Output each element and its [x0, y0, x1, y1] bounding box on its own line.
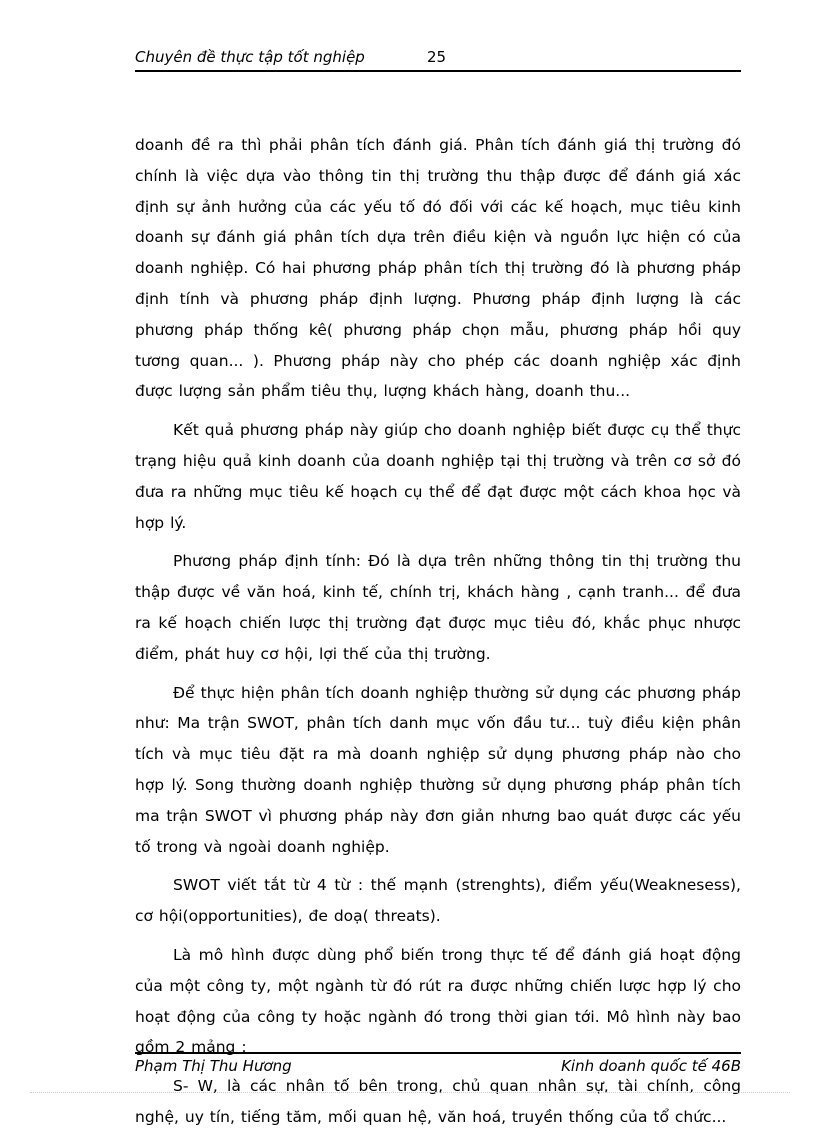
document-title: Chuyên đề thực tập tốt nghiệp	[135, 48, 365, 66]
document-body	[135, 130, 741, 1133]
paragraph-7: S- W, là các nhân tố bên trong, chủ quan nhân sự, tài chính, công nghệ, uy tín, tiếng tăm, mối quan hệ, văn hoá, truyền thống của tổ chức...	[135, 1077, 741, 1126]
paragraph-4: Để thực hiện phân tích doanh nghiệp thường sử dụng các phương pháp như: Ma trận SWOT, phân tích danh mục vốn đầu tư... tuỳ điều kiện phân tích và mục tiêu đặt ra mà doanh nghiệp sử dụng phương pháp nào cho hợp lý. Song thường doanh nghiệp thường sử dụng phương pháp phân tích ma trận SWOT vì phương pháp này đơn giản nhưng bao quát được các yếu tố trong và ngoài doanh nghiệp.	[135, 683, 741, 856]
paragraph-3: Phương pháp định tính: Đó là dựa trên những thông tin thị trường thu thập được về văn hoá, kinh tế, chính trị, khách hàng , cạnh tranh... để đưa ra kế hoạch chiến lược thị trường đạt được mục tiêu đó, khắc phục nhược điểm, phát huy cơ hội, lợi thế của thị trường.	[135, 552, 741, 663]
page-header	[135, 48, 741, 72]
paragraph-2: Kết quả phương pháp này giúp cho doanh nghiệp biết được cụ thể thực trạng hiệu quả kinh doanh của doanh nghiệp tại thị trường và trên cơ sở đó đưa ra những mục tiêu kế hoạch cụ thể để đạt được một cách khoa học và hợp lý.	[135, 421, 741, 532]
paragraph-6: Là mô hình được dùng phổ biến trong thực tế để đánh giá hoạt động của một công ty, một ngành từ đó rút ra được những chiến lược hợp lý cho hoạt động của công ty hoặc ngành đó trong thời gian tới. Mô hình này bao gồm 2 mảng :	[135, 945, 741, 1057]
author-name: Phạm Thị Thu Hương	[135, 1057, 292, 1075]
page-edge-divider	[30, 1092, 790, 1093]
page-footer	[135, 1052, 741, 1081]
page-number: 25	[427, 48, 447, 66]
class-name: Kinh doanh quốc tế 46B	[561, 1057, 741, 1075]
paragraph-1: doanh đề ra thì phải phân tích đánh giá. Phân tích đánh giá thị trường đó chính là việc dựa vào thông tin thị trường thu thập được để đánh giá xác định sự ảnh hưởng của các yếu tố đó đối với các kế hoạch, mục tiêu kinh doanh sự đánh giá phân tích dựa trên điều kiện và nguồn lực hiện có của doanh nghiệp. Có hai phương pháp phân tích thị trường đó là phương pháp định tính và phương pháp định lượng. Phương pháp định lượng là các phương pháp thống kê( phương pháp chọn mẫu, phương pháp hồi quy tương quan... ). Phương pháp này cho phép các doanh nghiệp xác định được lượng sản phẩm tiêu thụ, lượng khách hàng, doanh thu...	[135, 136, 741, 401]
paragraph-5: SWOT viết tắt từ 4 từ : thế mạnh (strenghts), điểm yếu(Weaknesess), cơ hội(opportunities), đe doạ( threats).	[135, 876, 741, 926]
